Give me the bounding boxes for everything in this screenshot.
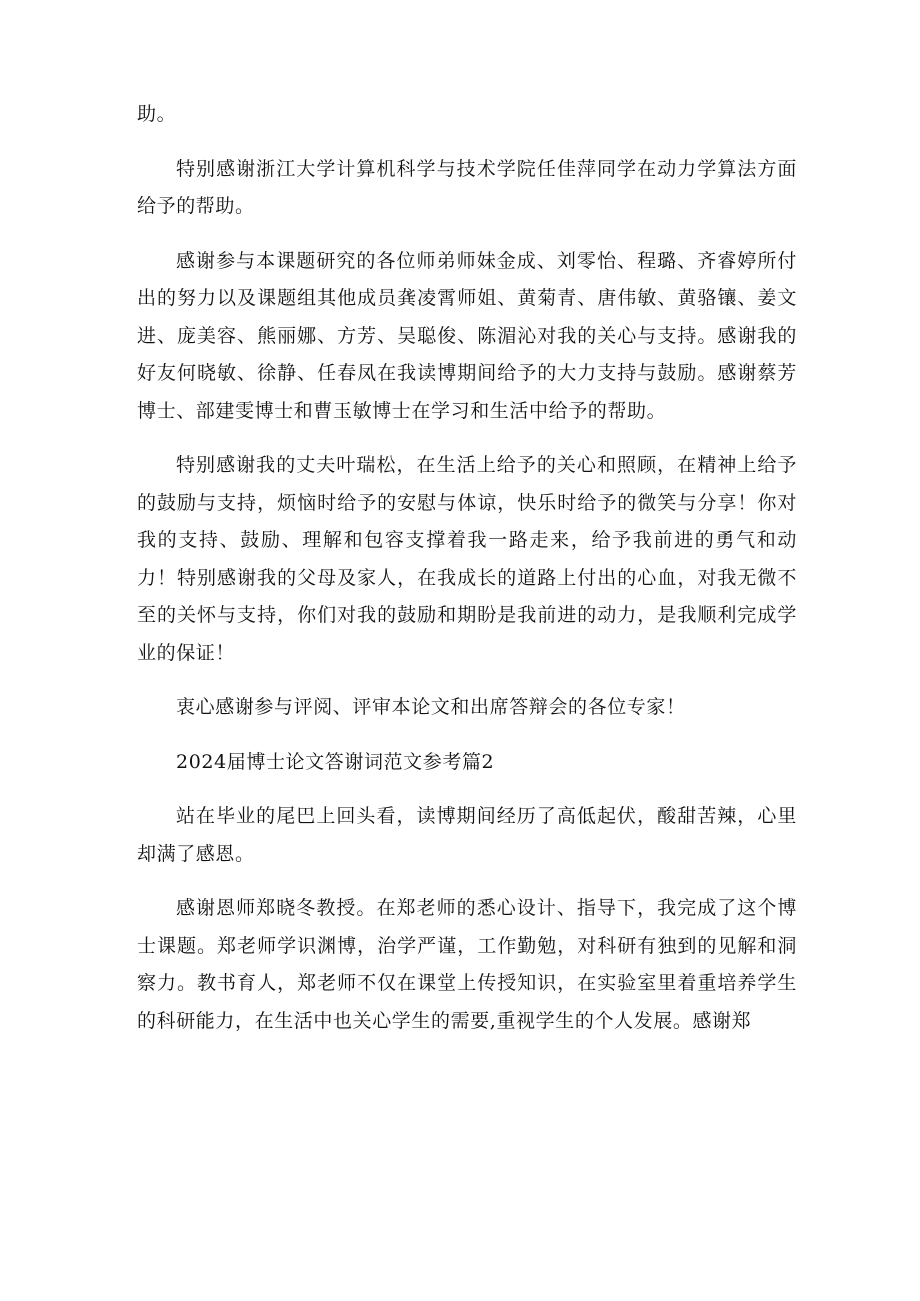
section-heading: 2024届博士论文答谢词范文参考篇2 <box>176 750 495 773</box>
paragraph-thanks-classmate: 特别感谢浙江大学计算机科学与技术学院任佳萍同学在动力学算法方面给予的帮助。 <box>137 157 797 217</box>
paragraph-continuation: 助。 <box>137 103 177 125</box>
paragraph-thanks-family: 特别感谢我的丈夫叶瑞松，在生活上给予的关心和照顾，在精神上给予的鼓励与支持，烦恼时给予的安慰与体谅，快乐时给予的微笑与分享！你对我的支持、鼓励、理解和包容支撑着我一路走来，给予我前进的勇气和动力！特别感谢我的父母及家人，在我成长的道路上付出的心血，对我无微不至的关怀与支持，你们对我的鼓励和期盼是我前进的动力，是我顺利完成学业的保证！ <box>137 454 797 664</box>
paragraph-thanks-experts: 衷心感谢参与评阅、评审本论文和出席答辩会的各位专家！ <box>176 696 686 718</box>
paragraph-thanks-team: 感谢参与本课题研究的各位师弟师妹金成、刘零怡、程璐、齐睿婷所付出的努力以及课题组其他成员龚凌霄师姐、黄菊青、唐伟敏、黄骆镶、姜文进、庞美容、熊丽娜、方芳、吴聪俊、陈湄沁对我的关心与支持。感谢我的好友何晓敏、徐静、任春凤在我读博期间给予的大力支持与鼓励。感谢蔡芳博士、部建雯博士和曹玉敏博士在学习和生活中给予的帮助。 <box>137 249 797 422</box>
paragraph-intro: 站在毕业的尾巴上回头看，读博期间经历了高低起伏，酸甜苦辣，心里却满了感恩。 <box>137 805 797 865</box>
paragraph-thanks-advisor: 感谢恩师郑晓冬教授。在郑老师的悉心设计、指导下，我完成了这个博士课题。郑老师学识渊博，治学严谨，工作勤勉，对科研有独到的见解和洞察力。教书育人，郑老师不仅在课堂上传授知识，在实验室里着重培养学生的科研能力，在生活中也关心学生的需要,重视学生的个人发展。感谢郑 <box>137 897 797 1032</box>
document-body <box>137 96 797 1057</box>
